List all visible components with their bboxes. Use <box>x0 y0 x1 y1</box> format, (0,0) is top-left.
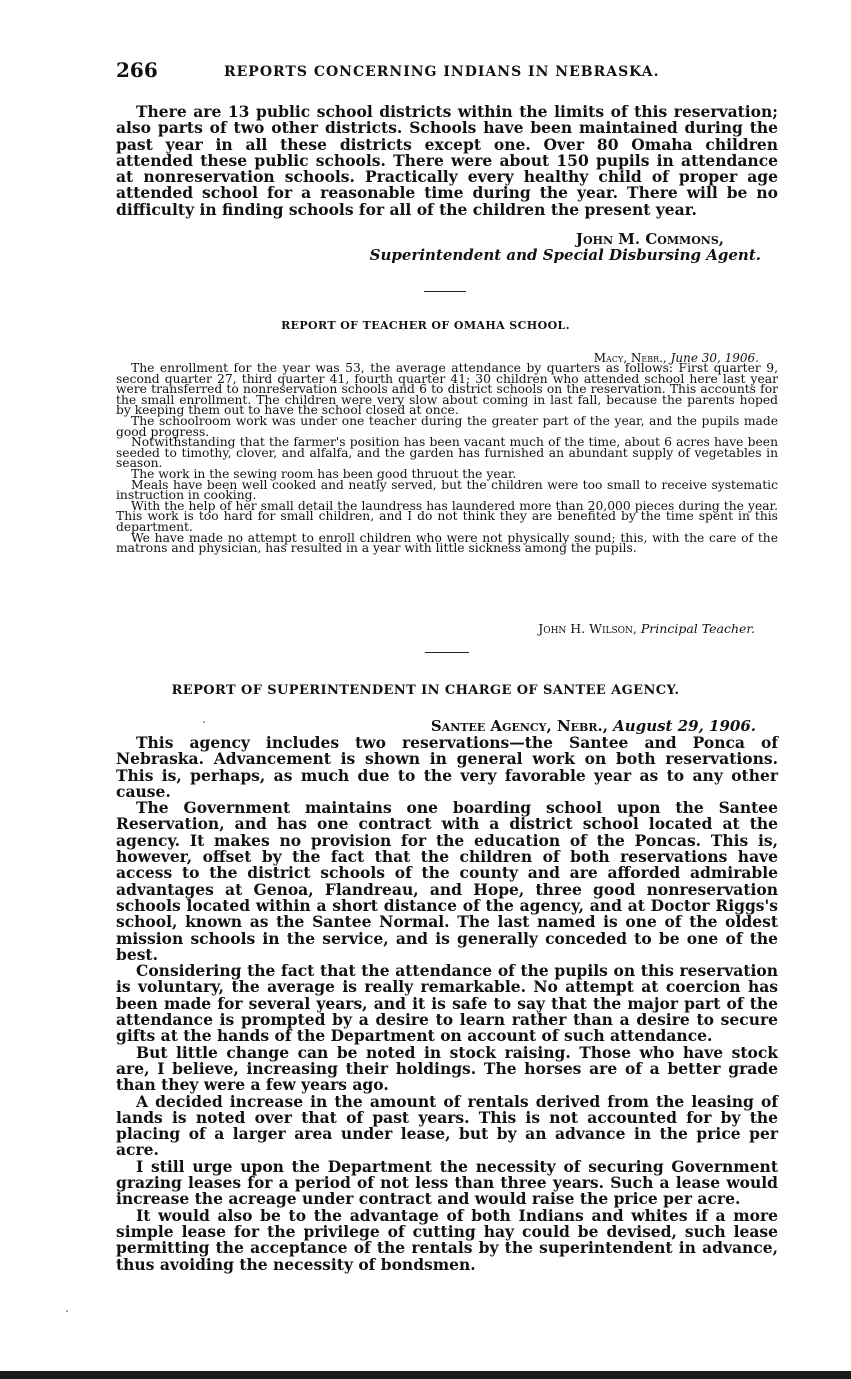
wilson-signature-title: Principal Teacher. <box>640 621 755 636</box>
omaha-paragraph: The enrollment for the year was 53, the average attendance by quarters as follows: First quarter 9, second quarter 27, third quarter 41, fourth quarter 41; 30 children who attended school here last year were transferred to nonreservation schools and 6 to district schools on the reservation. This accounts for the small enrollment. The children were very slow about coming in last fall, because the parents hoped by keeping them out to have the school closed at once. <box>116 361 778 418</box>
santee-paragraph: A decided increase in the amount of rentals derived from the leasing of lands is noted over that of past years. This is not accounted for by the placing of a larger area under lease, but by an advance in the price per acre. <box>116 1091 778 1160</box>
intro-section <box>116 104 778 218</box>
santee-paragraph: I still urge upon the Department the necessity of securing Government grazing leases for a period of not less than three years. Such a lease would increase the acreage under contract and would raise the price per acre. <box>116 1156 778 1209</box>
santee-dateline-date: August 29, 1906. <box>613 717 756 735</box>
running-title: REPORTS CONCERNING INDIANS IN NEBRASKA. <box>224 64 660 80</box>
omaha-paragraph: The work in the sewing room has been good thruout the year. <box>131 466 517 481</box>
santee-dateline-place: Santee Agency, Nebr., <box>430 717 608 735</box>
santee-report-title: REPORT OF SUPERINTENDENT IN CHARGE OF SANTEE AGENCY. <box>171 683 680 698</box>
santee-report-body <box>116 735 778 1273</box>
omaha-paragraph: Notwithstanding that the farmer's position has been vacant much of the time, about 6 acres have been seeded to timothy, clover, and alfalfa, and the garden has furnished an abundant supply of vegetables in season. <box>116 435 778 471</box>
omaha-paragraph: With the help of her small detail the laundress has laundered more than 20,000 pieces during the year. This work is too hard for small children, and I do not think they are benefited by the time spent in this department. <box>116 498 778 534</box>
scan-speck <box>66 1310 68 1312</box>
commons-signature-name: John M. Commons, <box>575 230 724 248</box>
omaha-paragraph: The schoolroom work was under one teacher during the greater part of the year, and the pupils made good progress. <box>116 413 778 439</box>
omaha-report-body <box>116 363 778 554</box>
omaha-dateline-place: Macy, Nebr., <box>593 351 667 365</box>
santee-paragraph: But little change can be noted in stock raising. Those who have stock are, I believe, increasing their holdings. The horses are of a better grade than they were a few years ago. <box>116 1042 778 1095</box>
santee-paragraph: This agency includes two reservations—the Santee and Ponca of Nebraska. Advancement is shown in general work on both reservations. This is, perhaps, as much due to the very favorable year as to any other cause. <box>116 733 778 801</box>
omaha-paragraph: Meals have been well cooked and neatly served, but the children were too small to receive systematic instruction in cooking. <box>116 477 778 503</box>
scan-speck <box>203 721 205 723</box>
commons-signature-title: Superintendent and Special Disbursing Agent. <box>369 246 761 264</box>
omaha-dateline-date: June 30, 1906. <box>670 351 759 365</box>
omaha-paragraph: We have made no attempt to enroll children who were not physically sound; this, with the care of the matrons and physician, has resulted in a year with little sickness among the pupils. <box>116 530 778 556</box>
scan-bottom-edge <box>0 1371 851 1379</box>
santee-paragraph: The Government maintains one boarding school upon the Santee Reservation, and has one contract with a district school located at the agency. It makes no provision for the education of the Poncas. This is, however, offset by the fact that the children of both reservations have access to the district schools of the county and are afforded admirable advantages at Genoa, Flandreau, and Hope, three good nonreservation schools located within a short distance of the agency, and at Doctor Riggs's school, known as the Santee Normal. The last named is one of the oldest mission schools in the service, and is generally conceded to be one of the best. <box>116 798 778 964</box>
wilson-signature-name: John H. Wilson, <box>538 621 637 636</box>
section-divider <box>425 652 469 653</box>
intro-paragraph: There are 13 public school districts within the limits of this reservation; also parts of two other districts. Schools have been maintained during the past year in all these districts except one. Over 80 Omaha children attended these public schools. There were about 150 pupils in attendance at nonreservation schools. Practically every healthy child of proper age attended school for a reasonable time during the year. There will be no difficulty in finding schools for all of the children the present year. <box>116 102 778 219</box>
page-number: 266 <box>116 58 158 82</box>
section-divider <box>424 291 466 292</box>
santee-paragraph: It would also be to the advantage of both Indians and whites if a more simple lease for the privilege of cutting hay could be devised, such lease permitting the acceptance of the rentals by the superintendent in advance, thus avoiding the necessity of bondsmen. <box>116 1205 778 1274</box>
santee-paragraph: Considering the fact that the attendance of the pupils on this reservation is voluntary, the average is really remarkable. No attempt at coercion has been made for several years, and it is safe to say that the major part of the attendance is prompted by a desire to learn rather than a desire to secure gifts at the hands of the Department on account of such attendance. <box>116 961 778 1046</box>
omaha-report-title: REPORT OF TEACHER OF OMAHA SCHOOL. <box>281 319 570 332</box>
wilson-signature <box>538 621 755 636</box>
page-header <box>116 58 776 86</box>
